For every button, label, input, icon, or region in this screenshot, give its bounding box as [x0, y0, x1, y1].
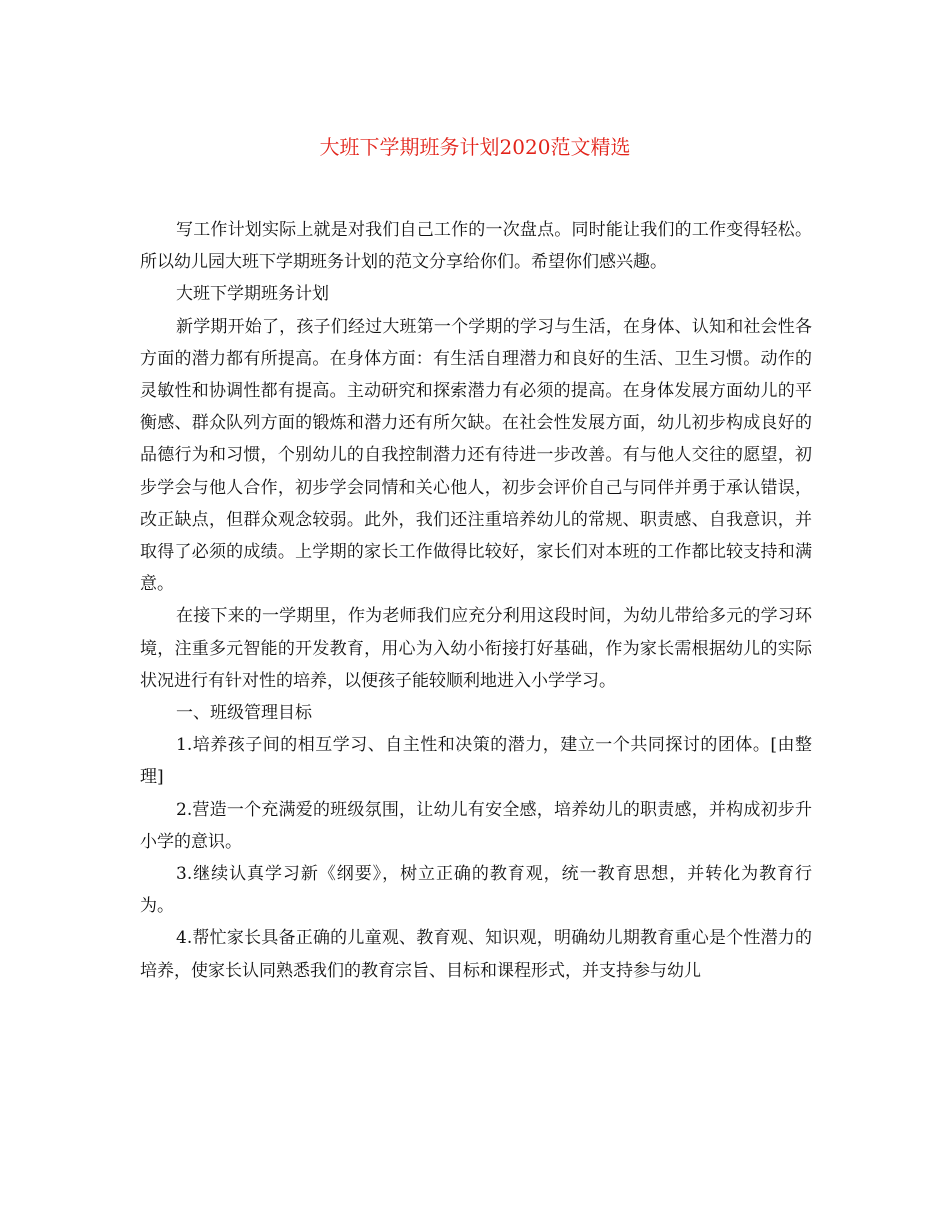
- list-item: 3.继续认真学习新《纲要》，树立正确的教育观，统一教育思想，并转化为教育行为。: [140, 864, 812, 917]
- section-heading: 大班下学期班务计划: [176, 284, 329, 305]
- list-item: 1.培养孩子间的相互学习、自主性和决策的潜力，建立一个共同探讨的团体。[由整理]: [140, 735, 812, 788]
- document-title: 大班下学期班务计划2020范文精选: [319, 135, 631, 159]
- intro-paragraph: 写工作计划实际上就是对我们自己工作的一次盘点。同时能让我们的工作变得轻松。所以幼儿园大班下学期班务计划的范文分享给你们。希望你们感兴趣。: [140, 220, 812, 273]
- body-paragraph: 在接下来的一学期里，作为老师我们应充分利用这段时间，为幼儿带给多元的学习环境，注重多元智能的开发教育，用心为入幼小衔接打好基础，作为家长需根据幼儿的实际状况进行有针对性的培养，以便孩子能较顺利地进入小学学习。: [140, 606, 812, 691]
- section-heading: 一、班级管理目标: [176, 703, 312, 724]
- body-paragraph: 新学期开始了，孩子们经过大班第一个学期的学习与生活，在身体、认知和社会性各方面的潜力都有所提高。在身体方面：有生活自理潜力和良好的生活、卫生习惯。动作的灵敏性和协调性都有提高。主动研究和探索潜力有必须的提高。在身体发展方面幼儿的平衡感、群众队列方面的锻炼和潜力还有所欠缺。在社会性发展方面，幼儿初步构成良好的品德行为和习惯，个别幼儿的自我控制潜力还有待进一步改善。有与他人交往的愿望，初步学会与他人合作，初步学会同情和关心他人，初步会评价自己与同伴并勇于承认错误，改正缺点，但群众观念较弱。此外，我们还注重培养幼儿的常规、职责感、自我意识，并取得了必须的成绩。上学期的家长工作做得比较好，家长们对本班的工作都比较支持和满意。: [140, 316, 812, 595]
- document-body: [140, 214, 812, 987]
- list-item: 4.帮忙家长具备正确的儿童观、教育观、知识观，明确幼儿期教育重心是个性潜力的培养，使家长认同熟悉我们的教育宗旨、目标和课程形式，并支持参与幼儿: [140, 928, 812, 981]
- list-item: 2.营造一个充满爱的班级氛围，让幼儿有安全感，培养幼儿的职责感，并构成初步升小学的意识。: [140, 799, 812, 852]
